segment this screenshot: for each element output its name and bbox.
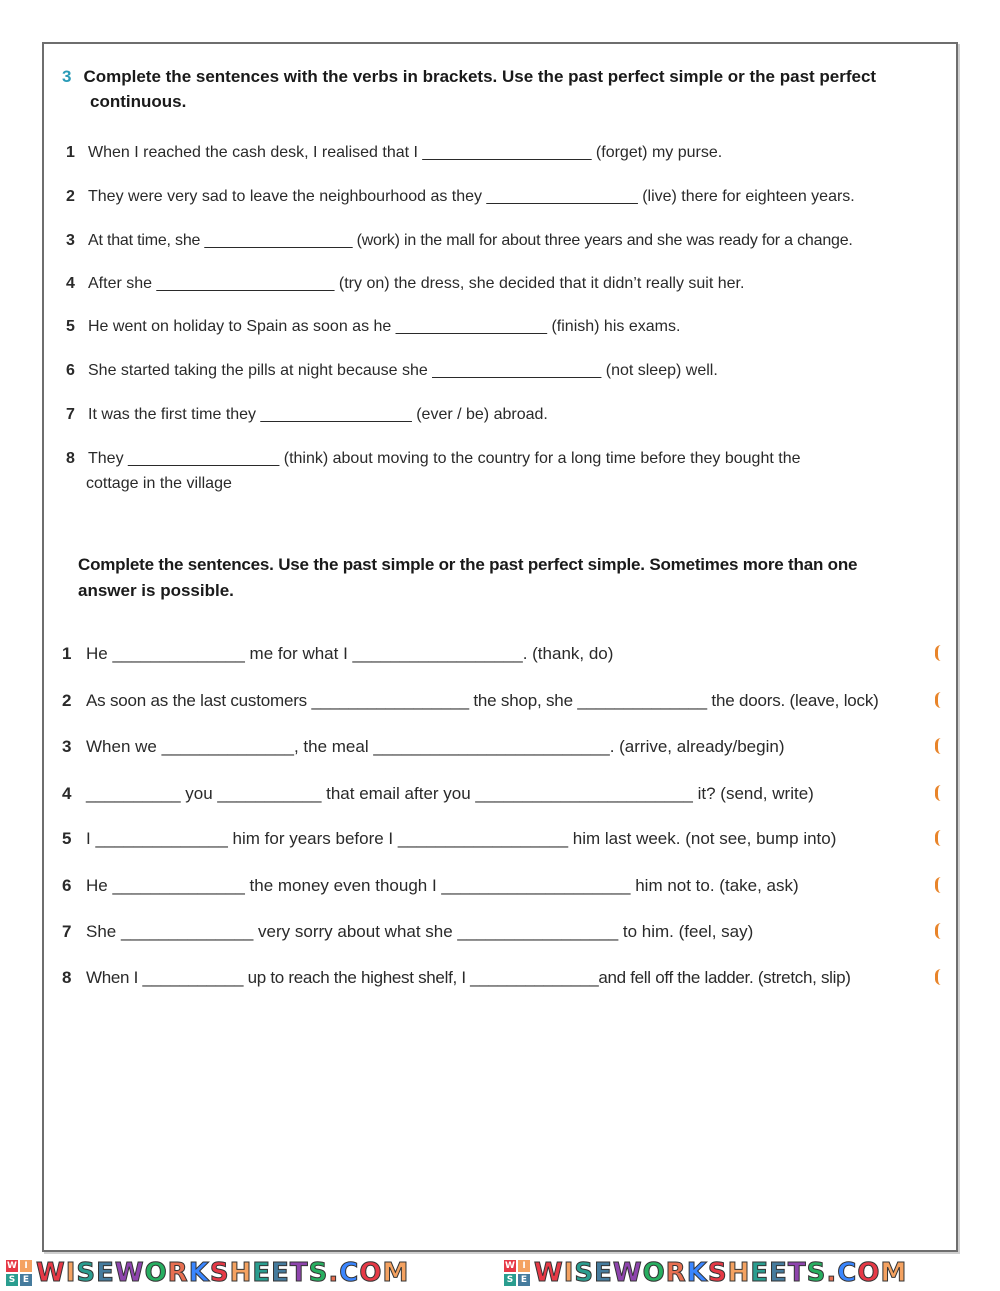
item-text: When I reached the cash desk, I realised that I ___________________ (forget) my purse. (88, 144, 723, 161)
item-text: As soon as the last customers _________________ the shop, she ______________ the doors. (leave, lock) (86, 691, 879, 710)
brand-logo (504, 1258, 907, 1288)
item-text: When we ______________, the meal _________________________. (arrive, already/begin) (86, 737, 785, 756)
orange-margin-mark (935, 645, 942, 661)
section2-instruction: Complete the sentences. Use the past simple or the past perfect simple. Sometimes more than one (78, 555, 858, 574)
item-number: 5 (66, 318, 75, 335)
item-number: 2 (62, 691, 72, 710)
item-text: __________ you ___________ that email after you _______________________ it? (send, write) (86, 784, 814, 803)
list-item (62, 734, 785, 759)
item-number: 4 (62, 784, 72, 803)
orange-margin-mark (935, 830, 942, 846)
item-number: 7 (62, 922, 72, 941)
item-text: I ______________ him for years before I __________________ him last week. (not see, bump into) (86, 829, 837, 848)
list-item (66, 140, 722, 165)
item-text: She ______________ very sorry about what she _________________ to him. (feel, say) (86, 922, 754, 941)
list-item (62, 826, 836, 851)
section1-instruction: Complete the sentences with the verbs in brackets. Use the past perfect simple or the past perfect (83, 67, 877, 86)
list-item (66, 271, 744, 296)
list-item (66, 358, 718, 383)
item-number: 5 (62, 829, 72, 848)
section1-instruction-line2: continuous. (90, 92, 187, 111)
list-item (62, 641, 613, 666)
item-number: 7 (66, 406, 75, 423)
logo-cubes-icon: W I S E (504, 1260, 530, 1286)
orange-margin-mark (935, 785, 942, 801)
list-item (66, 402, 548, 427)
logo-cubes-icon: W I S E (6, 1260, 32, 1286)
item-number: 3 (62, 737, 72, 756)
list-item (62, 688, 879, 713)
brand-text: WISEWORKSHEETS.COM (36, 1258, 410, 1288)
item-number: 6 (62, 876, 72, 895)
list-item (62, 965, 851, 990)
section1-heading (62, 64, 932, 89)
item-number: 1 (66, 144, 75, 161)
item-text: They were very sad to leave the neighbourhood as they _________________ (live) there for eighteen years. (88, 188, 855, 205)
item-text: He ______________ me for what I __________________. (thank, do) (86, 644, 614, 663)
item-number: 4 (66, 275, 75, 292)
orange-margin-mark (935, 923, 942, 939)
item-text: After she ____________________ (try on) the dress, she decided that it didn’t really suit her. (88, 275, 745, 292)
item-text: At that time, she _________________ (work) in the mall for about three years and she was ready for a change. (88, 232, 853, 249)
list-item (62, 781, 814, 806)
item-text: They _________________ (think) about moving to the country for a long time before they bought the (88, 450, 801, 467)
item-text: When I ___________ up to reach the highest shelf, I ______________and fell off the ladder. (stretch, slip) (86, 968, 851, 987)
orange-margin-mark (935, 738, 942, 754)
item-continuation: cottage in the village (86, 475, 232, 492)
item-number: 2 (66, 188, 75, 205)
list-item (62, 873, 799, 898)
item-text: He went on holiday to Spain as soon as he _________________ (finish) his exams. (88, 318, 681, 335)
item-number: 8 (66, 450, 75, 467)
item-text: She started taking the pills at night because she ___________________ (not sleep) well. (88, 362, 718, 379)
section2-instruction-line2: answer is possible. (78, 581, 234, 600)
list-item (66, 184, 855, 209)
item-number: 1 (62, 644, 72, 663)
orange-margin-mark (935, 969, 942, 985)
item-text: It was the first time they _________________ (ever / be) abroad. (88, 406, 548, 423)
item-text: He ______________ the money even though I ____________________ him not to. (take, ask) (86, 876, 799, 895)
item-number: 6 (66, 362, 75, 379)
list-item (66, 446, 800, 471)
section-number: 3 (62, 67, 72, 86)
brand-text: WISEWORKSHEETS.COM (534, 1258, 908, 1288)
list-item (62, 919, 753, 944)
item-number: 8 (62, 968, 72, 987)
brand-logo (6, 1258, 409, 1288)
footer-watermark (0, 1254, 1000, 1291)
list-item (66, 314, 680, 339)
item-number: 3 (66, 232, 75, 249)
orange-margin-mark (935, 692, 942, 708)
list-item (66, 228, 853, 253)
orange-margin-mark (935, 877, 942, 893)
